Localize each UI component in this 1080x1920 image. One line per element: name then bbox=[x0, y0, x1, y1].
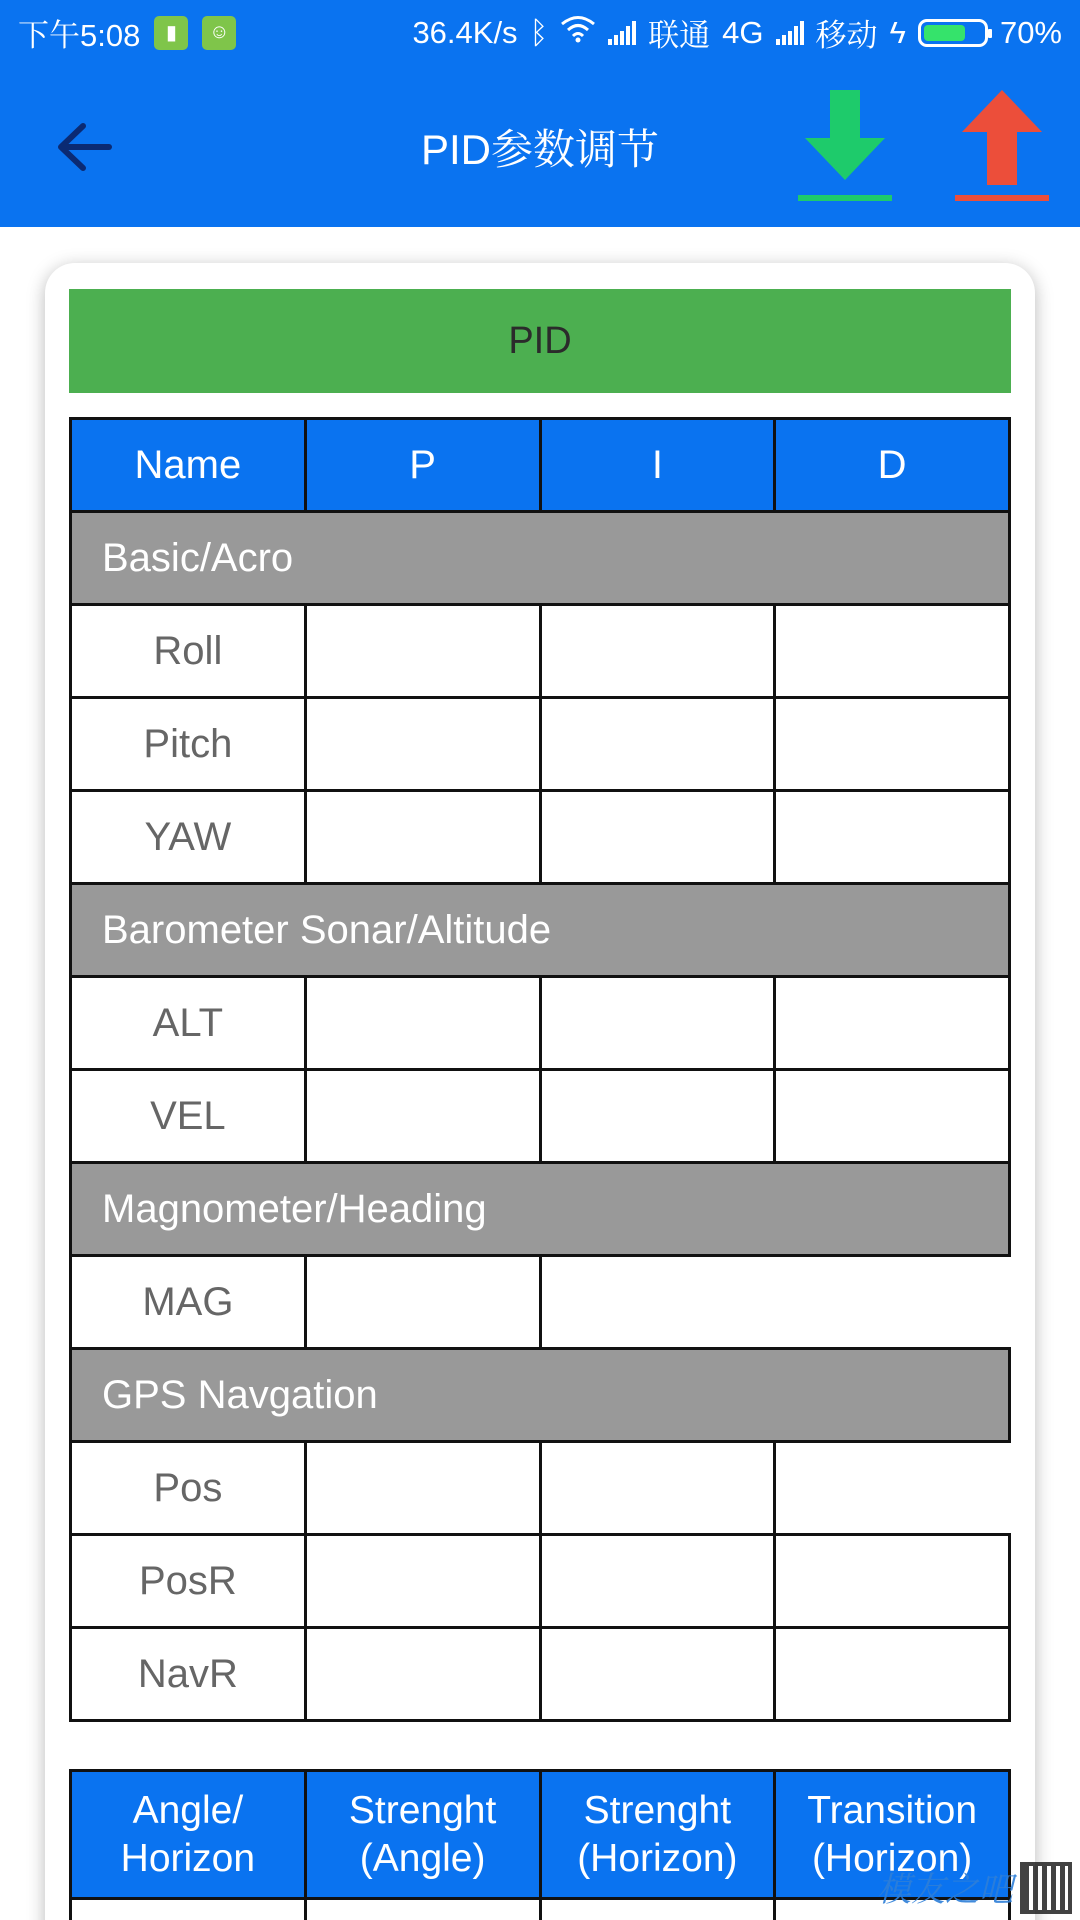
battery-icon bbox=[918, 19, 988, 47]
battery-app-icon: ▮ bbox=[154, 16, 188, 50]
table-row bbox=[71, 1442, 1010, 1535]
table-row bbox=[71, 605, 1010, 698]
d-value-cell[interactable] bbox=[775, 977, 1010, 1070]
download-button[interactable] bbox=[795, 90, 895, 205]
section-title: Barometer Sonar/Altitude bbox=[71, 884, 1010, 977]
table-row bbox=[71, 1899, 1010, 1920]
angle-horizon-table bbox=[69, 1769, 1011, 1920]
p-value-cell[interactable] bbox=[305, 977, 540, 1070]
p-value-cell[interactable] bbox=[305, 1628, 540, 1721]
row-label: PosR bbox=[71, 1535, 306, 1628]
battery-percent: 70% bbox=[999, 14, 1062, 50]
bluetooth-icon: ᛒ bbox=[529, 14, 549, 50]
i-value-cell[interactable] bbox=[540, 1442, 775, 1535]
download-icon bbox=[795, 90, 895, 205]
header-line-1: Transition bbox=[807, 1788, 978, 1832]
d-value-cell[interactable] bbox=[775, 605, 1010, 698]
column-header-angle-horizon bbox=[71, 1771, 306, 1899]
table-row bbox=[71, 977, 1010, 1070]
column-header-strenght-horizon bbox=[540, 1771, 775, 1899]
header-line-2: (Horizon) bbox=[811, 1836, 973, 1880]
pid-table-header bbox=[71, 419, 1010, 512]
p-value-cell[interactable] bbox=[305, 1256, 540, 1349]
section-title: Magnometer/Heading bbox=[71, 1163, 1010, 1256]
p-value-cell[interactable] bbox=[305, 1070, 540, 1163]
header-line-2: (Horizon) bbox=[577, 1836, 738, 1880]
column-header-d: D bbox=[775, 419, 1010, 512]
signal-icon-2 bbox=[776, 21, 804, 45]
table-row bbox=[71, 1535, 1010, 1628]
section-row bbox=[71, 512, 1010, 605]
header-line-2: Horizon bbox=[120, 1836, 256, 1880]
row-label: Pitch bbox=[71, 698, 306, 791]
qr-code-icon bbox=[1020, 1862, 1072, 1914]
section-title: Basic/Acro bbox=[71, 512, 1010, 605]
row-label: Roll bbox=[71, 605, 306, 698]
column-header-strenght-angle bbox=[305, 1771, 540, 1899]
network-type: 4G bbox=[722, 14, 764, 50]
header-line-1: Angle/ bbox=[132, 1788, 244, 1832]
angle-value-cell[interactable] bbox=[71, 1899, 306, 1920]
status-time: 下午5:08 bbox=[18, 18, 141, 53]
row-label: Pos bbox=[71, 1442, 306, 1535]
watermark-logo: 模友之吧 bbox=[877, 1870, 1013, 1910]
d-value-cell[interactable] bbox=[775, 791, 1010, 884]
section-title: GPS Navgation bbox=[71, 1349, 1010, 1442]
strenght-horizon-cell[interactable] bbox=[540, 1899, 775, 1920]
header-line-2: (Angle) bbox=[359, 1836, 486, 1880]
row-label: MAG bbox=[71, 1256, 306, 1349]
d-value-cell bbox=[775, 1442, 1010, 1535]
pid-table bbox=[69, 417, 1011, 1722]
row-label: NavR bbox=[71, 1628, 306, 1721]
table-row bbox=[71, 698, 1010, 791]
column-header-i: I bbox=[540, 419, 775, 512]
strenght-angle-cell[interactable] bbox=[305, 1899, 540, 1920]
row-label: YAW bbox=[71, 791, 306, 884]
row-label: ALT bbox=[71, 977, 306, 1070]
carrier-2: 移动 bbox=[815, 18, 878, 53]
i-value-cell[interactable] bbox=[540, 698, 775, 791]
android-app-icon: ☺ bbox=[202, 16, 236, 50]
table-row bbox=[71, 1256, 1010, 1349]
row-label: VEL bbox=[71, 1070, 306, 1163]
table-row bbox=[71, 1070, 1010, 1163]
section-row bbox=[71, 1349, 1010, 1442]
d-value-cell[interactable] bbox=[775, 1535, 1010, 1628]
pid-header: PID bbox=[69, 289, 1011, 393]
d-value-cell[interactable] bbox=[775, 698, 1010, 791]
charging-icon: ϟ bbox=[889, 14, 906, 50]
p-value-cell[interactable] bbox=[305, 1442, 540, 1535]
i-value-cell[interactable] bbox=[540, 1535, 775, 1628]
header-line-1: Strenght bbox=[348, 1788, 497, 1832]
section-row bbox=[71, 1163, 1010, 1256]
i-value-cell[interactable] bbox=[540, 605, 775, 698]
upload-button[interactable] bbox=[952, 90, 1052, 205]
i-value-cell[interactable] bbox=[540, 1070, 775, 1163]
column-header-p: P bbox=[305, 419, 540, 512]
table-row bbox=[71, 791, 1010, 884]
app-bar bbox=[0, 60, 1080, 227]
upload-icon bbox=[952, 90, 1052, 205]
angle-table-header bbox=[71, 1771, 1010, 1899]
carrier-1: 联通 bbox=[648, 18, 711, 53]
i-value-cell[interactable] bbox=[540, 791, 775, 884]
i-value-cell[interactable] bbox=[540, 977, 775, 1070]
d-value-cell[interactable] bbox=[775, 1070, 1010, 1163]
network-speed: 36.4K/s bbox=[412, 14, 518, 50]
i-value-cell[interactable] bbox=[540, 1628, 775, 1721]
table-row bbox=[71, 1628, 1010, 1721]
p-value-cell[interactable] bbox=[305, 791, 540, 884]
empty-cell bbox=[540, 1256, 1010, 1349]
column-header-name: Name bbox=[71, 419, 306, 512]
pid-card bbox=[45, 263, 1035, 1920]
p-value-cell[interactable] bbox=[305, 1535, 540, 1628]
header-line-1: Strenght bbox=[583, 1788, 732, 1832]
section-row bbox=[71, 884, 1010, 977]
signal-icon bbox=[608, 21, 636, 45]
wifi-icon bbox=[560, 15, 596, 51]
p-value-cell[interactable] bbox=[305, 698, 540, 791]
d-value-cell[interactable] bbox=[775, 1628, 1010, 1721]
page-title: PID参数调节 bbox=[420, 126, 659, 173]
p-value-cell[interactable] bbox=[305, 605, 540, 698]
status-bar bbox=[0, 0, 1080, 60]
